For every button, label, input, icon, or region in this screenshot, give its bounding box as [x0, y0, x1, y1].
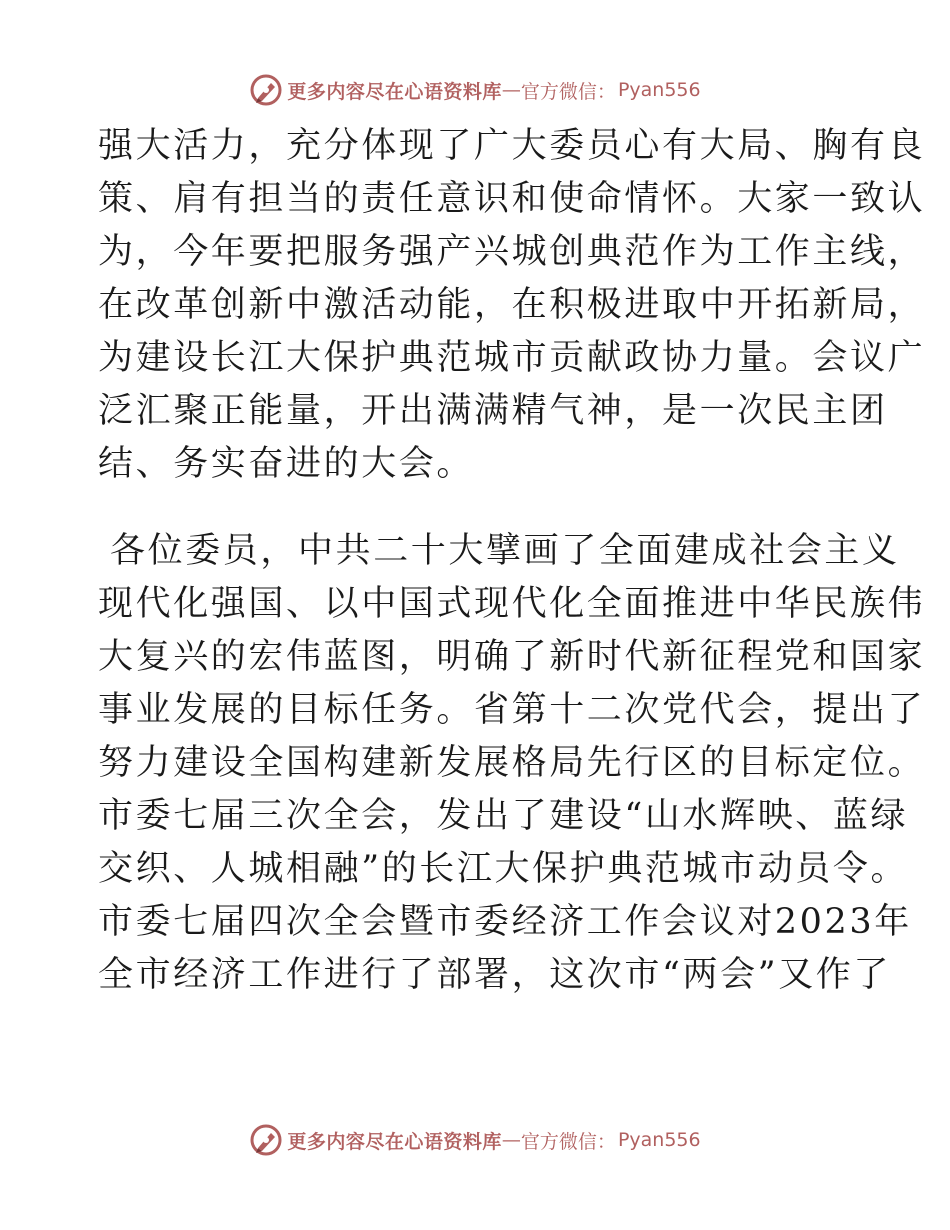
- watermark-dash: —: [501, 1129, 521, 1151]
- watermark-footer: [0, 1122, 950, 1158]
- text-line: 强大活力，充分体现了广大委员心有大局、胸有良: [98, 126, 926, 166]
- paragraph-2: [98, 525, 926, 1002]
- pen-logo-icon: [249, 73, 283, 107]
- text-line: 为，今年要把服务强产兴城创典范作为工作主线，: [98, 232, 926, 272]
- text-line: 努力建设全国构建新发展格局先行区的目标定位。: [98, 743, 926, 783]
- watermark-dash: —: [501, 79, 521, 101]
- pen-logo-icon: [249, 1123, 283, 1157]
- watermark-wechat-id: Pyan556: [617, 79, 701, 101]
- text-line: 事业发展的目标任务。省第十二次党代会，提出了: [98, 690, 926, 730]
- text-line: 结、务实奋进的大会。: [98, 444, 475, 484]
- paragraph-1: [98, 120, 926, 491]
- text-line: 泛汇聚正能量，开出满满精气神，是一次民主团: [98, 391, 888, 431]
- text-line: 为建设长江大保护典范城市贡献政协力量。会议广: [98, 338, 926, 378]
- document-body: [98, 120, 926, 1002]
- text-line: 各位委员，中共二十大擘画了全面建成社会主义: [110, 531, 900, 571]
- watermark-official-label: 官方微信：: [520, 80, 616, 103]
- text-line: 市委七届四次全会暨市委经济工作会议对2023年: [98, 902, 912, 942]
- watermark-main-text: 更多内容尽在心语资料库: [287, 1130, 502, 1153]
- watermark-header: [0, 72, 950, 108]
- text-line: 策、肩有担当的责任意识和使命情怀。大家一致认: [98, 179, 926, 219]
- text-line: 交织、人城相融”的长江大保护典范城市动员令。: [98, 849, 909, 889]
- text-line: 在改革创新中激活动能，在积极进取中开拓新局，: [98, 285, 926, 325]
- text-line: 现代化强国、以中国式现代化全面推进中华民族伟: [98, 584, 926, 624]
- text-line: 大复兴的宏伟蓝图，明确了新时代新征程党和国家: [98, 637, 926, 677]
- watermark-main-text: 更多内容尽在心语资料库: [287, 80, 502, 103]
- watermark-official-label: 官方微信：: [520, 1130, 616, 1153]
- text-line: 全市经济工作进行了部署，这次市“两会”又作了: [98, 955, 891, 995]
- paragraph-gap: [98, 491, 858, 525]
- watermark-wechat-id: Pyan556: [617, 1129, 701, 1151]
- text-line: 市委七届三次全会，发出了建设“山水辉映、蓝绿: [98, 796, 909, 836]
